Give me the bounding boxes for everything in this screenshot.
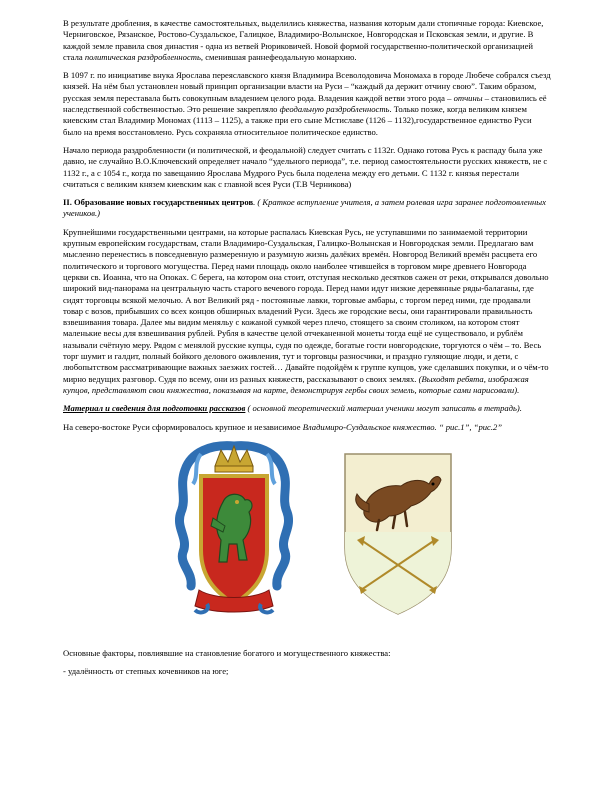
paragraph-fragmentation: В результате дробления, в качестве самостоятельных, выделились княжества, названия которым дали стопичные города: Киевское, Черниговское, Рязанское, Ростово-Суздальское, Галицкое, Владимиро-Волынское, Новгородская и Псковская земли, и другие. В каждой земле правила своя династия - одна из ветвей Рюриковичей. Новой формой государственно-политической организацией стала политическая раздробленность, сменившая раннефеодальную монархию. [63, 18, 544, 62]
paragraph-novgorod: Крупнейшими государственными центрами, на которые распалась Киевская Русь, не уступавшими по занимаемой территории крупным европейским государствам, стали Владимиро-Суздальская, Галицко-Волынская и Новгородская земли. Предлагаю вам мысленно перенестись в повседневную размеренную и разумную жизнь далёких времён. Новгород Великий времён расцвета его политического и торгового могущества. Перед нами площадь около наиболее чтившейся в торговом мире древнего Новгорода церкви св. Иоанна, что на Опоках. С берега, на котором она стоит, отступая несколько десятков сажен от реки, открывался довольно широкий вид-панорама на центральную часть старого вечевого города. Перед нами идут низкие деревянные ряды-балаганы, где сидят торговцы всякой мелочью. А вот Великий ряд - постоянные лавки, торговые амбары, с торгом перед ними, где продавали товар с возов, прибывших со всех концов обширных владений Руси. Здесь же городские весы, они гарантировали правильность взвешивания товара. Далее мы видим меняльу с кожаной сумкой через плечо, стоящего за своим столиком, на котором стоят маленькие весы для взвешивания рублей. Рубля в качестве целой отчеканенной монеты тогда ещё не существовало, и рублём называли счётную меру. Рядом с менялой русские купцы, судя по одежде, богатые гости новгородские, торгуются о чём – то. Весь торг шумит и галдит, полный бойкого делового оживления, тут и торговцы разносчики, и праздно гуляющие люди, и дети, с любопытством рассматривающие важных заезжих гостей… Давайте подойдём к группе купцов, уже сделавших покупки, и о чём-то мирно ведущих разговор. Судя по всему, они из разных княжеств, рассказывают о своих землях. (Выходят ребята, изображая купцов, представляют свои княжества, показывая на карте, демонстрируя гербы своих земель, которые сами нарисовали). [63, 226, 549, 395]
figures [63, 440, 551, 630]
section-heading: II. Образование новых государственных центров. ( Краткое вступление учителя, а затем ролевая игра заранее подготовленных учеников.) [63, 197, 546, 219]
paragraph-vladimir-suzdal: На северо-востоке Руси сформировалось крупное и независимое Владимиро-Суздальское княжество. “ рис.1”, “рис.2” [63, 421, 503, 432]
paragraph-lyubech: В 1097 г. по инициативе внука Ярослава переяславского князя Владимира Всеволодовича Мономаха в городе Любече собрался съезд князей. На нём был установлен новый принцип организации власти на Руси – “каждый да держит отчину свою”. Таким образом, русская земля переставала быть совокупным владением целого рода. Владения каждой ветви этого рода – отчины – становились её наследственной собственностью. Это решение закрепляло феодальную раздробленность. Только позже, когда великим князем киевским стал Владимир Мономах (1113 – 1125), а также при его сыне Мстиславе (1126 – 1132),государственное единство Руси было на время восстановлено. Русь сохраняла относительное политическое единство. [63, 70, 551, 137]
paragraph-period-start: Начало периода раздробленности (и политической, и феодальной) следует считать с 1132г. Однако готова Русь к распаду была уже давно, не случайно В.О.Ключевский определяет начало “удельного периода”, т.е. период самостоятельности русских княжеств, не с 1132 г., а с 1054 г., когда по завещанию Ярослава Мудрого Русь была поделена между его детьми. С 1132 г. князья перестали считаться с великим князем киевским как с главной всея Руси (Т.В Черникова) [63, 144, 548, 189]
paragraph-factors: Основные факторы, повлиявшие на становление богатого и могущественного княжества: [63, 647, 391, 658]
marten-emblem-drawing [335, 440, 461, 620]
material-heading: Материал и сведения для подготовки рассказов ( основной теоретический материал ученики могут записать в тетрадь). [63, 403, 522, 414]
document-page [63, 18, 551, 684]
coat-of-arms-drawing [171, 440, 297, 618]
list-item-factor-1: - удалённость от степных кочевников на юге; [63, 666, 229, 677]
